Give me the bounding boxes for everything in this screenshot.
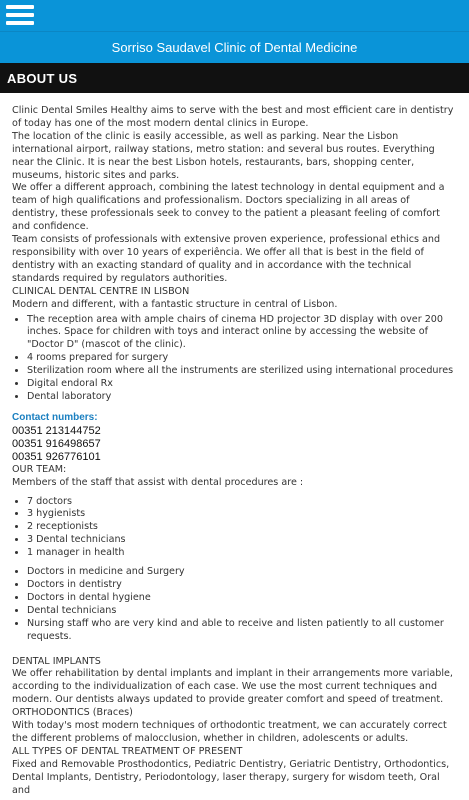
implants-text: We offer rehabilitation by dental implants and implant in their arrangements more variable, according to the individualization of each case. We use the most current techniques and modern. Our dentists always updated to provide greater comfort and speed of treatment. bbox=[12, 668, 453, 706]
spacer bbox=[12, 646, 457, 656]
menu-bar-line bbox=[6, 5, 34, 9]
list-item: • Dental technicians bbox=[27, 605, 457, 618]
ortho-text: With today's most modern techniques of orthodontic treatment, we can accurately correct the different problems of malocclusion, whether in children, adolescents or adults. bbox=[12, 720, 447, 744]
list-item: • Doctors in dental hygiene bbox=[27, 592, 457, 605]
list-item: • Sterilization room where all the instruments are sterilized using international procedures bbox=[27, 365, 457, 378]
section-header bbox=[0, 63, 469, 93]
section-title: ABOUT US bbox=[7, 70, 78, 86]
list-item: • 1 manager in health bbox=[27, 547, 457, 560]
list-item: • 2 receptionists bbox=[27, 521, 457, 534]
all-treatments-text: Fixed and Removable Prosthodontics, Pediatric Dentistry, Geriatric Dentistry, Orthodontics, Dental Implants, Dentistry, Periodontology, laser therapy, surgery for wisdom teeth, Oral and bbox=[12, 758, 450, 796]
staff-type-list bbox=[12, 566, 457, 643]
menu-bar-line bbox=[6, 13, 34, 17]
list-item: • Doctors in medicine and Surgery bbox=[27, 566, 457, 579]
about-paragraph: We offer a different approach, combining the latest technology in dental equipment and a team of high qualifications and professionalism. Doctors specializing in all areas of dentistry, these professionals seek to convey to the patient a pleasant feeling of comfort and confidence. bbox=[12, 182, 445, 233]
hamburger-menu-icon[interactable] bbox=[6, 5, 34, 25]
about-paragraph: The location of the clinic is easily accessible, as well as parking. Near the Lisbon international airport, railway stations, metro station: and several bus routes. Everything near the Clinic. It is near the best Lisbon hotels, restaurants, bars, shopping center, museums, historic sites and parks. bbox=[12, 130, 435, 181]
list-item: • 3 hygienists bbox=[27, 508, 457, 521]
list-item: • Digital endoral Rx bbox=[27, 378, 457, 391]
list-item: • Nursing staff who are very kind and able to receive and listen patiently to all customer requests. bbox=[27, 618, 457, 644]
team-intro: Members of the staff that assist with dental procedures are : bbox=[12, 476, 304, 488]
list-item: • 4 rooms prepared for surgery bbox=[27, 352, 457, 365]
about-paragraph: Team consists of professionals with extensive proven experience, professional ethics and responsibility with over 10 years of experiência. We offer all that is best in the field of dentistry with an exacting standard of quality and in accordance with the technical standards required by regulators authorities. bbox=[12, 234, 441, 284]
menu-bar-line bbox=[6, 21, 34, 25]
phone-link[interactable]: 00351 926776101 bbox=[12, 450, 101, 463]
contact-label: Contact numbers: bbox=[12, 411, 98, 423]
title-bar bbox=[0, 31, 469, 63]
list-item: • 3 Dental technicians bbox=[27, 534, 457, 547]
phone-link[interactable]: 00351 213144752 bbox=[12, 424, 101, 437]
centre-title: CLINICAL DENTAL CENTRE IN LISBON bbox=[12, 285, 190, 297]
phone-link[interactable]: 00351 916498657 bbox=[12, 437, 101, 450]
about-paragraph: Clinic Dental Smiles Healthy aims to serve with the best and most efficient care in dentistry of today has one of the most modern dental clinics in Europe. bbox=[12, 105, 454, 129]
ortho-title: ORTHODONTICS (Braces) bbox=[12, 707, 133, 719]
top-app-bar bbox=[0, 0, 469, 31]
centre-subtitle: Modern and different, with a fantastic structure in central of Lisbon. bbox=[12, 298, 338, 310]
list-item: • 7 doctors bbox=[27, 496, 457, 509]
about-content bbox=[0, 93, 469, 798]
team-title: OUR TEAM: bbox=[12, 463, 67, 475]
page-title: Sorriso Saudavel Clinic of Dental Medicine bbox=[111, 40, 358, 55]
list-item: • Doctors in dentistry bbox=[27, 579, 457, 592]
list-item: • The reception area with ample chairs of cinema HD projector 3D display with over 200 inches. Space for children with toys and interact online by accessing the website of "Doctor D" (mascot of the clinic). bbox=[27, 314, 457, 353]
list-item: • Dental laboratory bbox=[27, 391, 457, 404]
staff-count-list bbox=[12, 496, 457, 561]
all-treatments-title: ALL TYPES OF DENTAL TREATMENT OF PRESENT bbox=[12, 745, 243, 757]
facilities-list bbox=[12, 314, 457, 404]
implants-title: DENTAL IMPLANTS bbox=[12, 655, 101, 667]
